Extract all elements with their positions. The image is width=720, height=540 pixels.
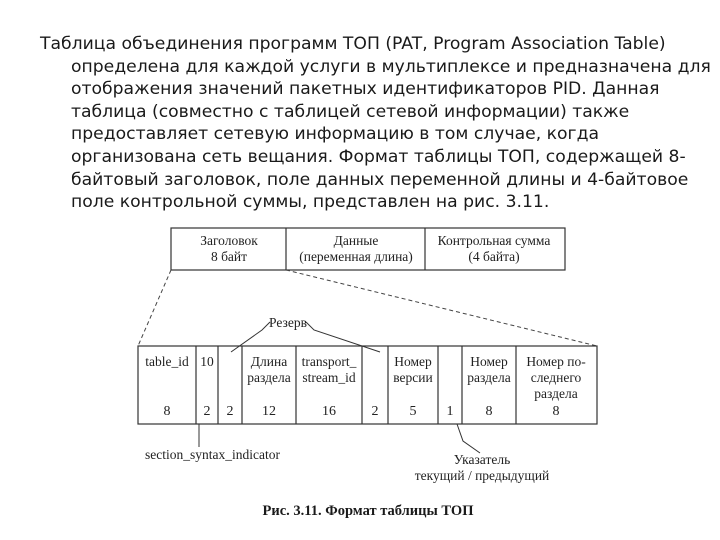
data-size: (переменная длина) (299, 249, 413, 264)
field-section-number-line2: раздела (467, 370, 511, 385)
header-size: 8 байт (210, 249, 248, 264)
checksum-size: (4 байта) (468, 249, 520, 264)
bits-reserve2: 2 (371, 404, 379, 419)
bits-table-id: 8 (163, 404, 171, 419)
header-label: Заголовок (200, 233, 258, 248)
figure-caption: Рис. 3.11. Формат таблицы ТОП (262, 503, 474, 519)
field-table-id: table_id (145, 354, 189, 369)
field-section-number-line1: Номер (470, 354, 508, 369)
field-transport-line2: stream_id (302, 370, 356, 385)
field-last-section-line2: следнего (530, 370, 582, 385)
expansion-dashed-lines (138, 270, 597, 346)
field-version-line1: Номер (394, 354, 432, 369)
bits-last-section: 8 (552, 404, 560, 419)
field-syntax-bits: 10 (200, 354, 214, 369)
pointer-label-line1: Указатель (453, 452, 511, 467)
reserve-label: Резерв (269, 315, 307, 330)
bits-section-number: 8 (485, 404, 493, 419)
data-label: Данные (333, 233, 379, 248)
bits-syntax: 2 (203, 404, 211, 419)
field-last-section-line3: раздела (534, 386, 578, 401)
bits-cni: 1 (446, 404, 454, 419)
checksum-label: Контрольная сумма (437, 233, 551, 248)
pointer-label-line2: текущий / предыдущий (414, 468, 550, 483)
bits-transport: 16 (322, 404, 336, 419)
description-paragraph: Таблица объединения программ ТОП (PAT, Program Association Table) определена для каждой услуги в мультиплексе и предназначена для отображения значений пакетных идентификаторов PID. Данная таблица (совместно с таблицей сетевой информации) также предоставляет сетевую информацию в том случае, когда организована сеть вещания. Формат таблицы ТОП, содержащей 8-байтовый заголовок, поле данных переменной длины и 4-байтовое поле контрольной суммы, представлен на рис. 3.11. (40, 34, 711, 213)
section-syntax-indicator-label: section_syntax_indicator (145, 447, 280, 462)
bits-length: 12 (262, 404, 276, 419)
bits-reserve1: 2 (226, 404, 234, 419)
field-last-section-line1: Номер по- (526, 354, 586, 369)
field-version-line2: версии (393, 370, 433, 385)
field-length-line2: раздела (247, 370, 291, 385)
bits-version: 5 (409, 404, 417, 419)
field-transport-line1: transport_ (301, 354, 357, 369)
field-length-line1: Длина (250, 354, 288, 369)
